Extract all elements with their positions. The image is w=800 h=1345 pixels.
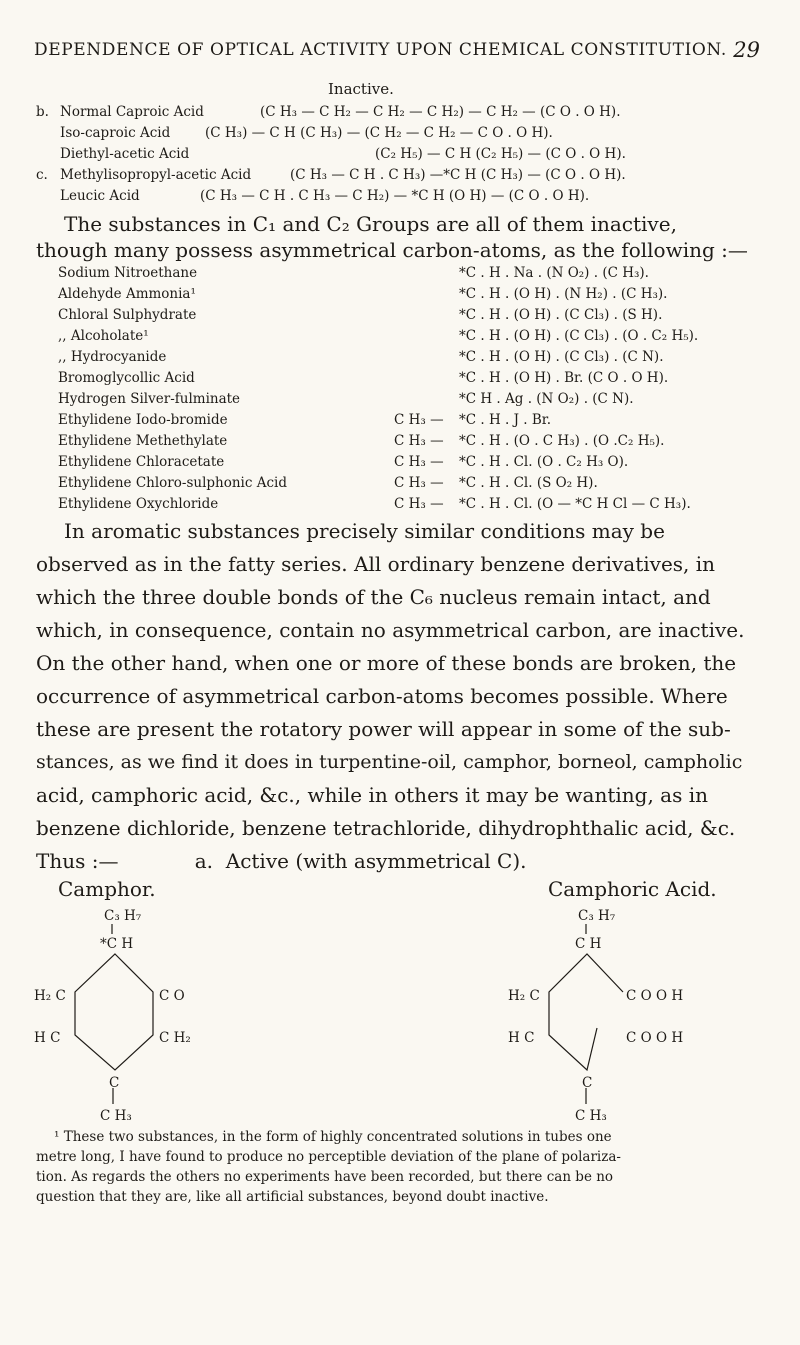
compound-prefix: C H₃ —	[394, 433, 444, 449]
camphoric-acid-structure	[508, 877, 717, 1091]
compound-name: ,, Alcoholate¹	[58, 328, 149, 344]
compound-name: Ethylidene Oxychloride	[58, 496, 219, 512]
acid-name: Methylisopropyl-acetic Acid	[60, 167, 252, 183]
compound-formula: *C . H . (O H) . Br. (C O . O H).	[459, 370, 669, 386]
paragraph-line: stances, as we find it does in turpentine-oil, camphor, borneol, campholic	[36, 751, 743, 773]
paragraph-line: which the three double bonds of the C₆ nucleus remain intact, and	[36, 585, 711, 609]
list-marker-b: b.	[36, 104, 49, 120]
camphor-ring	[75, 954, 153, 1070]
paragraph-line: The substances in C₁ and C₂ Groups are all of them inactive,	[64, 212, 677, 236]
paragraph-line: acid, camphoric acid, &c., while in others it may be wanting, as in	[36, 783, 708, 807]
compound-formula: *C . H . (O H) . (C Cl₃) . (O . C₂ H₅).	[459, 328, 699, 344]
compound-formula: *C . H . (O H) . (C Cl₃) . (C N).	[459, 349, 664, 365]
inactive-heading: Inactive.	[328, 80, 394, 98]
compound-name: ,, Hydrocyanide	[58, 349, 167, 365]
compound-formula: *C . H . Cl. (O — *C H Cl — C H₃).	[459, 496, 691, 512]
compound-prefix: C H₃ —	[394, 412, 444, 428]
camphoric-right-upper: C O O H	[626, 988, 684, 1004]
compound-formula: *C . H . (O H) . (C Cl₃) . (S H).	[459, 307, 663, 323]
camphor-right-lower: C H₂	[159, 1030, 191, 1046]
camphoric-left-upper: H₂ C	[508, 988, 540, 1004]
running-header: DEPENDENCE OF OPTICAL ACTIVITY UPON CHEMICAL CONSTITUTION.	[34, 40, 727, 60]
camphor-top-carbon: *C H	[100, 936, 134, 952]
acid-formula: (C H₃ — C H . C H₃ — C H₂) — *C H (O H) — (C O . O H).	[200, 188, 590, 204]
paragraph-line: though many possess asymmetrical carbon-atoms, as the following :—	[36, 238, 748, 262]
footnote-line: metre long, I have found to produce no perceptible deviation of the plane of polariza-	[36, 1149, 621, 1165]
footnote-line: tion. As regards the others no experiments have been recorded, but there can be no	[36, 1169, 614, 1185]
camphoric-title: Camphoric Acid.	[548, 877, 717, 901]
acid-formula: (C H₃) — C H (C H₃) — (C H₂ — C H₂ — C O . O H).	[205, 125, 553, 141]
compound-name: Sodium Nitroethane	[58, 265, 198, 281]
camphoric-methyl: C H₃	[575, 1108, 607, 1124]
structural-formulas	[0, 870, 800, 1095]
compound-formula: *C . H . Na . (N O₂) . (C H₃).	[459, 265, 649, 281]
paragraph-line: these are present the rotatory power will appear in some of the sub-	[36, 717, 731, 741]
acid-name: Leucic Acid	[60, 188, 140, 204]
paragraph-line: observed as in the fatty series. All ordinary benzene derivatives, in	[36, 552, 716, 576]
compound-prefix: C H₃ —	[394, 475, 444, 491]
camphor-left-upper: H₂ C	[34, 988, 66, 1004]
camphoric-propyl: C₃ H₇	[578, 908, 616, 924]
paragraph-line: On the other hand, when one or more of these bonds are broken, the	[36, 651, 737, 675]
compound-name: Ethylidene Chloro-sulphonic Acid	[58, 475, 287, 491]
acid-name: Iso-caproic Acid	[60, 125, 171, 141]
acid-formula: (C H₃ — C H₂ — C H₂ — C H₂) — C H₂ — (C O . O H).	[260, 104, 621, 120]
compound-formula: *C . H . J . Br.	[459, 412, 552, 428]
paragraph-line: occurrence of asymmetrical carbon-atoms becomes possible. Where	[36, 684, 728, 708]
compound-name: Ethylidene Methethylate	[58, 433, 228, 449]
compound-name: Chloral Sulphydrate	[58, 307, 197, 323]
camphoric-ring	[549, 954, 623, 1070]
compound-name: Hydrogen Silver-fulminate	[58, 391, 241, 407]
camphoric-top-carbon: C H	[575, 936, 602, 952]
paragraph-line: benzene dichloride, benzene tetrachloride, dihydrophthalic acid, &c.	[36, 816, 736, 840]
paragraph-line: which, in consequence, contain no asymmetrical carbon, are inactive.	[36, 618, 745, 642]
camphoric-bottom-carbon: C	[582, 1075, 593, 1091]
compound-formula: *C H . Ag . (N O₂) . (C N).	[459, 391, 634, 407]
list-marker-c: c.	[36, 167, 48, 183]
acid-formula: (C H₃ — C H . C H₃) —*C H (C H₃) — (C O . O H).	[290, 167, 626, 183]
compound-prefix: C H₃ —	[394, 496, 444, 512]
acid-name: Normal Caproic Acid	[60, 104, 204, 120]
camphoric-right-lower: C O O H	[626, 1030, 684, 1046]
camphor-title: Camphor.	[58, 877, 156, 901]
footnote-line: ¹ These two substances, in the form of highly concentrated solutions in tubes one	[54, 1129, 612, 1145]
compound-formula: *C . H . Cl. (O . C₂ H₃ O).	[459, 454, 629, 470]
footnote-line: question that they are, like all artificial substances, beyond doubt inactive.	[36, 1189, 549, 1205]
compound-name: Aldehyde Ammonia¹	[58, 286, 196, 302]
methyl-groups	[0, 1088, 800, 1132]
camphor-left-lower: H C	[34, 1030, 61, 1046]
camphor-propyl: C₃ H₇	[104, 908, 142, 924]
camphor-right-upper: C O	[159, 988, 185, 1004]
compound-prefix: C H₃ —	[394, 454, 444, 470]
compound-name: Bromoglycollic Acid	[58, 370, 195, 386]
compound-formula: *C . H . Cl. (S O₂ H).	[459, 475, 598, 491]
compound-formula: *C . H . (O . C H₃) . (O .C₂ H₅).	[459, 433, 665, 449]
camphoric-left-lower: H C	[508, 1030, 535, 1046]
page-number: 29	[733, 38, 760, 62]
acid-name: Diethyl-acetic Acid	[60, 146, 190, 162]
compound-name: Ethylidene Iodo-bromide	[58, 412, 228, 428]
camphor-structure	[34, 877, 191, 1091]
paragraph-line: Thus :— a. Active (with asymmetrical C).	[36, 849, 527, 873]
acid-formula: (C₂ H₅) — C H (C₂ H₅) — (C O . O H).	[375, 146, 626, 162]
compound-name: Ethylidene Chloracetate	[58, 454, 225, 470]
paragraph-line: In aromatic substances precisely similar conditions may be	[64, 519, 665, 543]
compound-formula: *C . H . (O H) . (N H₂) . (C H₃).	[459, 286, 668, 302]
camphor-bottom-carbon: C	[109, 1075, 120, 1091]
camphor-methyl: C H₃	[100, 1108, 132, 1124]
